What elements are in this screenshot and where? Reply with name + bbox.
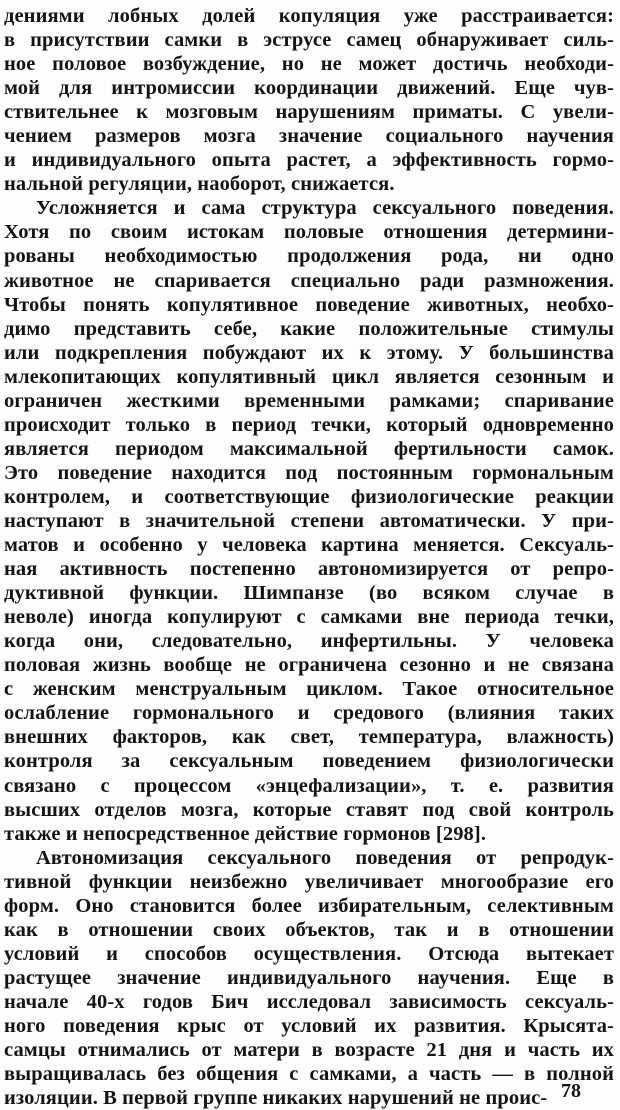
text-line: контроля за сексуальным поведением физиологически xyxy=(4,750,614,773)
text-line: Хотя по своим истокам половые отношения детермини- xyxy=(4,221,614,244)
text-line: нальной регуляции, наоборот, снижается. xyxy=(4,173,395,196)
text-line: наступают в значительной степени автоматически. У при- xyxy=(4,509,614,532)
text-line: тивной функции неизбежно увеличивает многообразие его xyxy=(4,870,614,893)
text-line: половая жизнь вообще не ограничена сезонно и не связана xyxy=(4,654,614,677)
text-line: растущее значение индивидуального научения. Еще в xyxy=(4,966,614,989)
text-line: изоляции. В первой группе никаких нарушений не проис- xyxy=(4,1087,548,1110)
text-line: Чтобы понять копулятивное поведение животных, необхо- xyxy=(4,293,614,316)
text-line: дуктивной функции. Шимпанзе (во всяком случае в xyxy=(4,582,614,605)
text-line: самцы отнимались от матери в возрасте 21 дня и часть их xyxy=(4,1039,614,1062)
text-line: внешних факторов, как свет, температура, влажность) xyxy=(4,726,614,749)
text-line: когда они, следовательно, инфертильны. У человека xyxy=(4,630,614,653)
text-line: связано с процессом «энцефализации», т. е. развития xyxy=(4,774,614,797)
text-line: также и непосредственное действие гормонов [298]. xyxy=(4,822,487,845)
text-line: мой для интромиссии координации движений. Еще чув- xyxy=(4,77,614,100)
paragraph xyxy=(0,4,620,196)
text-line: ное половое возбуждение, но не может достичь необходи- xyxy=(4,53,614,76)
paragraph xyxy=(0,196,620,845)
text-line: Автономизация сексуального поведения от репродук- xyxy=(36,846,614,869)
text-line: является периодом максимальной фертильности самок. xyxy=(4,437,614,460)
text-line: происходит только в период течки, который одновременно xyxy=(4,413,614,436)
paragraph xyxy=(0,846,620,1110)
page-number: 78 xyxy=(561,1080,581,1102)
text-line: выращивалась без общения с самками, а часть — в полной xyxy=(4,1063,614,1086)
text-line: условий и способов осуществления. Отсюда вытекает xyxy=(4,942,614,965)
text-line: Это поведение находится под постоянным гормональным xyxy=(4,461,614,484)
text-line: ограничен жесткими временными рамками; спаривание xyxy=(4,389,614,412)
text-line: ствительнее к мозговым нарушениям приматы. С увели- xyxy=(4,101,614,124)
text-line: чением размеров мозга значение социального научения xyxy=(4,125,614,148)
text-line: в присутствии самки в эструсе самец обнаруживает силь- xyxy=(4,29,614,52)
text-line: как в отношении своих объектов, так и в отношении xyxy=(4,918,614,941)
text-line: животное не спаривается специально ради размножения. xyxy=(4,269,614,292)
text-line: начале 40-х годов Бич исследовал зависимость сексуаль- xyxy=(4,990,614,1013)
text-line: дениями лобных долей копуляция уже расстраивается: xyxy=(4,5,614,27)
text-line: контролем, и соответствующие физиологические реакции xyxy=(4,485,614,508)
text-line: ослабление гормонального и средового (влияния таких xyxy=(4,702,614,725)
text-line: высших отделов мозга, которые ставят под свой контроль xyxy=(4,798,614,821)
text-line: ная активность постепенно автономизируется от репро- xyxy=(4,558,614,581)
text-line: рованы необходимостью продолжения рода, ни одно xyxy=(4,245,614,268)
text-line: или подкрепления побуждают их к этому. У большинства xyxy=(4,341,614,364)
text-line: ного поведения крыс от условий их развития. Крысята- xyxy=(4,1014,614,1037)
text-line: с женским менструальным циклом. Такое относительное xyxy=(4,678,614,701)
body-text xyxy=(0,4,620,1110)
text-line: млекопитающих копулятивный цикл является сезонным и xyxy=(4,365,614,388)
text-line: неволе) иногда копулируют с самками вне периода течки, xyxy=(4,606,614,629)
text-line: Усложняется и сама структура сексуального поведения. xyxy=(36,197,614,220)
text-line: форм. Оно становится более избирательным, селективным xyxy=(4,894,614,917)
text-line: димо представить себе, какие положительные стимулы xyxy=(4,317,614,340)
text-line: матов и особенно у человека картина меняется. Сексуаль- xyxy=(4,534,614,557)
text-line: и индивидуального опыта растет, а эффективность гормо- xyxy=(4,149,614,172)
